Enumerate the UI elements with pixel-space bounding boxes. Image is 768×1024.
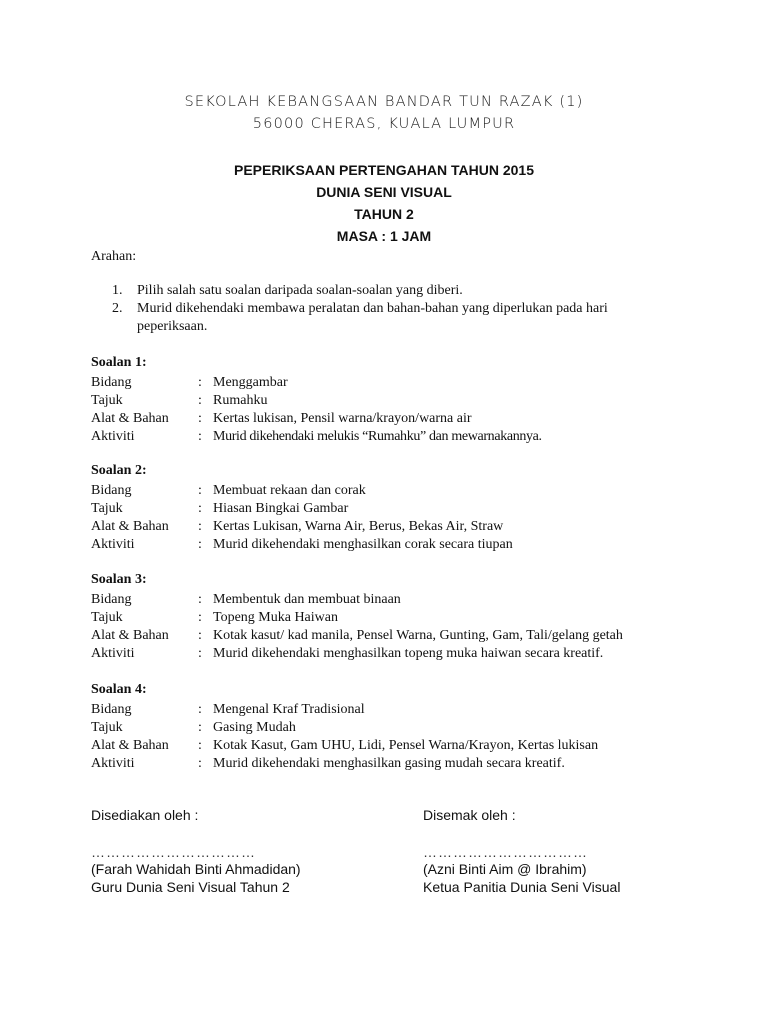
- question-heading: Soalan 2:: [91, 463, 147, 478]
- instruction-number: 2.: [112, 301, 123, 316]
- checked-by-heading: Disemak oleh :: [423, 807, 516, 823]
- question-heading: Soalan 3:: [91, 572, 147, 587]
- field-colon: :: [198, 411, 202, 426]
- field-colon: :: [198, 738, 202, 753]
- field-colon: :: [198, 537, 202, 552]
- field-colon: :: [198, 756, 202, 771]
- field-value: Murid dikehendaki menghasilkan gasing mudah secara kreatif.: [213, 756, 565, 771]
- checker-name: (Azni Binti Aim @ Ibrahim): [423, 861, 587, 877]
- field-label: Aktiviti: [91, 537, 135, 552]
- field-label: Aktiviti: [91, 429, 135, 444]
- exam-year: TAHUN 2: [354, 206, 414, 222]
- checked-by-block: [423, 807, 723, 907]
- prepared-by-block: [91, 807, 391, 907]
- field-label: Tajuk: [91, 610, 123, 625]
- preparer-name: (Farah Wahidah Binti Ahmadidan): [91, 861, 301, 877]
- signature-line: ……………………………: [91, 844, 256, 860]
- field-label: Bidang: [91, 375, 132, 390]
- field-label: Tajuk: [91, 501, 123, 516]
- field-label: Alat & Bahan: [91, 628, 169, 643]
- field-colon: :: [198, 501, 202, 516]
- instructions-heading: Arahan:: [91, 249, 137, 264]
- field-value: Kotak kasut/ kad manila, Pensel Warna, Gunting, Gam, Tali/gelang getah: [213, 628, 623, 643]
- exam-duration: MASA : 1 JAM: [336, 228, 432, 244]
- field-label: Bidang: [91, 483, 132, 498]
- field-colon: :: [198, 519, 202, 534]
- field-colon: :: [198, 393, 202, 408]
- field-label: Tajuk: [91, 720, 123, 735]
- field-colon: :: [198, 702, 202, 717]
- field-value: Membentuk dan membuat binaan: [213, 592, 401, 607]
- field-value: Kotak Kasut, Gam UHU, Lidi, Pensel Warna/Krayon, Kertas lukisan: [213, 738, 599, 753]
- field-value: Rumahku: [213, 393, 268, 408]
- field-label: Aktiviti: [91, 756, 135, 771]
- field-label: Alat & Bahan: [91, 519, 169, 534]
- field-colon: :: [198, 628, 202, 643]
- question-heading: Soalan 1:: [91, 355, 147, 370]
- school-name: SEKOLAH KEBANGSAAN BANDAR TUN RAZAK (1): [184, 94, 584, 110]
- question-heading: Soalan 4:: [91, 682, 147, 697]
- instruction-text: Murid dikehendaki membawa peralatan dan bahan-bahan yang diperlukan pada hari: [137, 301, 608, 316]
- school-address: 56000 CHERAS, KUALA LUMPUR: [252, 116, 516, 132]
- field-value: Gasing Mudah: [213, 720, 296, 735]
- field-value: Topeng Muka Haiwan: [213, 610, 338, 625]
- exam-title: PEPERIKSAAN PERTENGAHAN TAHUN 2015: [233, 162, 534, 178]
- field-colon: :: [198, 610, 202, 625]
- prepared-by-heading: Disediakan oleh :: [91, 807, 199, 823]
- field-value: Menggambar: [213, 375, 288, 390]
- checker-role: Ketua Panitia Dunia Seni Visual: [423, 879, 621, 895]
- field-value: Mengenal Kraf Tradisional: [213, 702, 365, 717]
- field-label: Aktiviti: [91, 646, 135, 661]
- field-colon: :: [198, 429, 202, 444]
- instruction-text-continuation: peperiksaan.: [137, 319, 208, 334]
- signature-line: ……………………………: [423, 844, 588, 860]
- field-colon: :: [198, 483, 202, 498]
- field-value: Kertas lukisan, Pensil warna/krayon/warna air: [213, 411, 472, 426]
- field-colon: :: [198, 592, 202, 607]
- preparer-role: Guru Dunia Seni Visual Tahun 2: [91, 879, 290, 895]
- exam-subject: DUNIA SENI VISUAL: [316, 184, 452, 200]
- field-label: Tajuk: [91, 393, 123, 408]
- field-label: Alat & Bahan: [91, 738, 169, 753]
- field-value: Murid dikehendaki menghasilkan topeng muka haiwan secara kreatif.: [213, 646, 604, 661]
- instruction-number: 1.: [112, 283, 123, 298]
- field-value: Murid dikehendaki menghasilkan corak secara tiupan: [213, 537, 513, 552]
- field-colon: :: [198, 646, 202, 661]
- field-label: Bidang: [91, 702, 132, 717]
- field-value: Membuat rekaan dan corak: [213, 483, 366, 498]
- field-colon: :: [198, 720, 202, 735]
- instruction-text: Pilih salah satu soalan daripada soalan-soalan yang diberi.: [137, 283, 463, 298]
- field-value: Murid dikehendaki melukis “Rumahku” dan mewarnakannya.: [213, 429, 542, 444]
- field-label: Bidang: [91, 592, 132, 607]
- field-colon: :: [198, 375, 202, 390]
- field-value: Hiasan Bingkai Gambar: [213, 501, 349, 516]
- field-label: Alat & Bahan: [91, 411, 169, 426]
- field-value: Kertas Lukisan, Warna Air, Berus, Bekas Air, Straw: [213, 519, 504, 534]
